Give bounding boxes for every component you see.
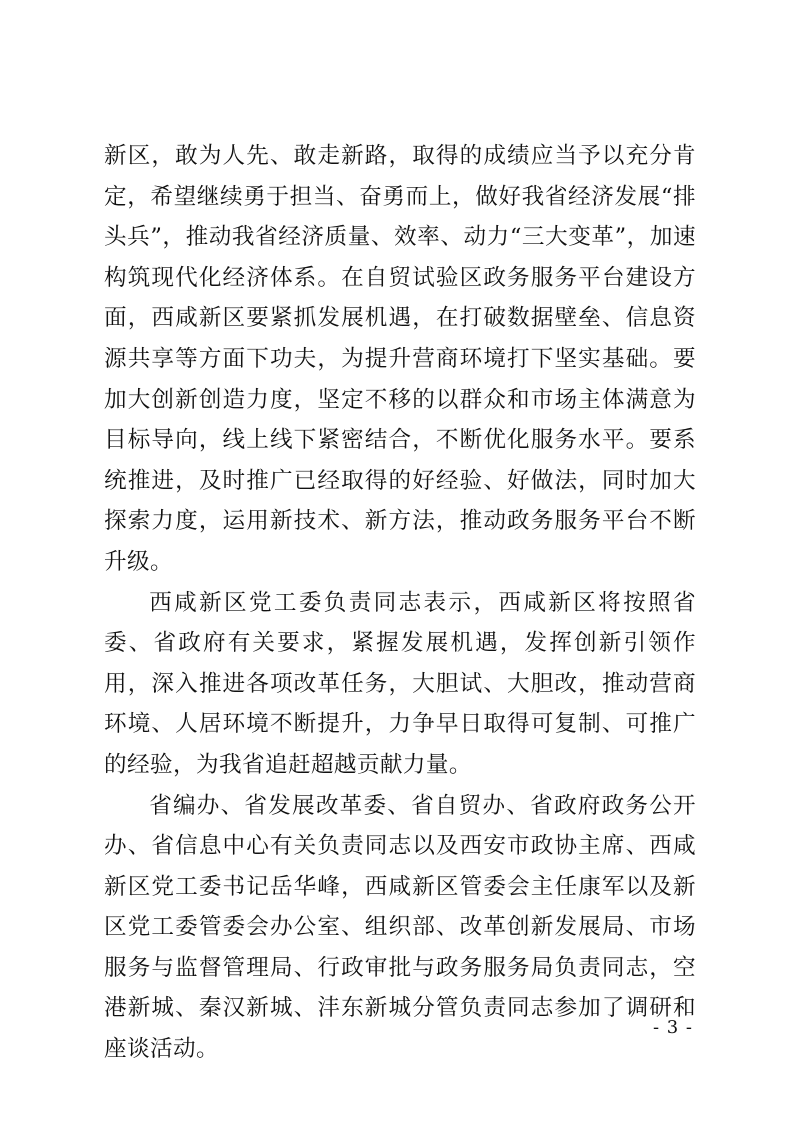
paragraph-continued: 新区，敢为人先、敢走新路，取得的成绩应当予以充分肯定，希望继续勇于担当、奋勇而上，做好我省经济发展“排头兵”，推动我省经济质量、效率、动力“三大变革”，加速构筑现代化经济体系。在自贸试验区政务服务平台建设方面，西咸新区要紧抓发展机遇，在打破数据壁垒、信息资源共享等方面下功夫，为提升营商环境打下坚实基础。要加大创新创造力度，坚定不移的以群众和市场主体满意为目标导向，线上线下紧密结合，不断优化服务水平。要系统推进，及时推广已经取得的好经验、好做法，同时加大探索力度，运用新技术、新方法，推动政务服务平台不断升级。 xyxy=(104,143,696,575)
paragraph-xixian-statement: 西咸新区党工委负责同志表示，西咸新区将按照省委、省政府有关要求，紧握发展机遇，发挥创新引领作用，深入推进各项改革任务，大胆试、大胆改，推动营商环境、人居环境不断提升，力争早日取得可复制、可推广的经验，为我省追赶超越贡献力量。 xyxy=(104,589,696,778)
paragraph-attendees: 省编办、省发展改革委、省自贸办、省政府政务公开办、省信息中心有关负责同志以及西安市政协主席、西咸新区党工委书记岳华峰，西咸新区管委会主任康军以及新区党工委管委会办公室、组织部、改革创新发展局、市场服务与监督管理局、行政审批与政务服务局负责同志，空港新城、秦汉新城、沣东新城分管负责同志参加了调研和座谈活动。 xyxy=(104,792,696,1063)
document-body xyxy=(104,136,696,1070)
page-number: - 3 - xyxy=(652,1017,693,1038)
